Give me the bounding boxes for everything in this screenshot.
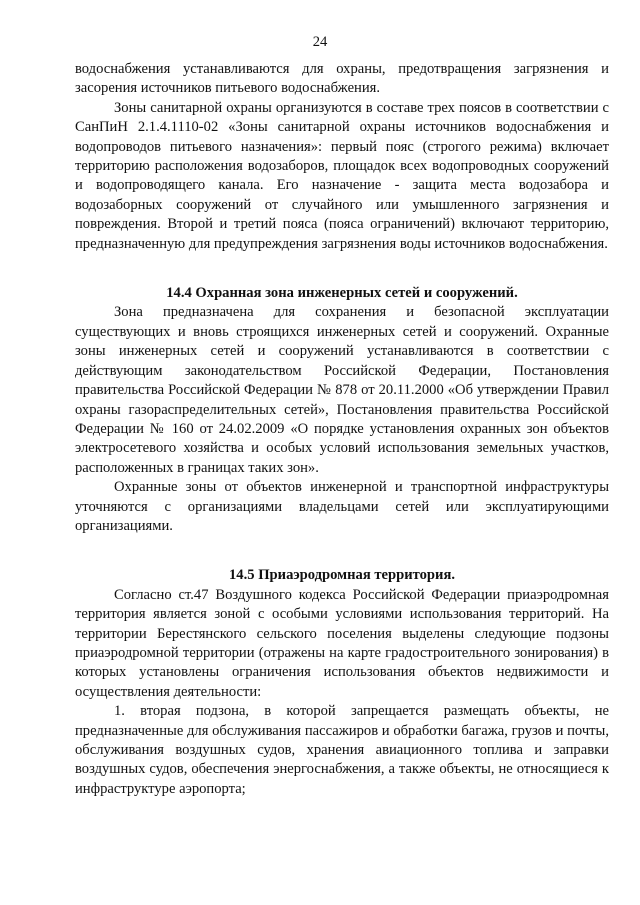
paragraph-engineering-zones-clarification: Охранные зоны от объектов инженерной и транспортной инфраструктуры уточняются с организациями владельцами сетей или эксплуатирующими организациями. — [75, 479, 609, 534]
paragraph-water-supply-continued: водоснабжения устанавливаются для охраны, предотвращения загрязнения и засорения источников питьевого водоснабжения. — [75, 61, 609, 97]
paragraph-sanitary-zones: Зоны санитарной охраны организуются в составе трех поясов в соответствии с СанПиН 2.1.4.1110-02 «Зоны санитарной охраны источников водоснабжения и водопроводов питьевого назначения»: первый пояс (строгого режима) включает территорию расположения водозаборов, площадок всех водопроводных сооружений и водопроводящего канала. Его назначение - защита места водозабора и водозаборных сооружений от случайного или умышленного загрязнения и повреждения. Второй и третий пояса (пояса ограничений) включают территорию, предназначенную для предупреждения загрязнения воды источников водоснабжения. — [75, 99, 609, 252]
page-number: 24 — [312, 34, 328, 50]
page-content — [75, 60, 609, 799]
paragraph-engineering-zones: Зона предназначена для сохранения и безопасной эксплуатации существующих и вновь строящихся инженерных сетей и сооружений. Охранные зоны инженерных сетей и сооружений устанавливаются в соответствии с действующим законодательством Российской Федерации, Постановления правительства Российской Федерации № 878 от 20.11.2000 «Об утверждении Правил охраны газораспределительных сетей», Постановления правительства Российской Федерации № 160 от 24.02.2009 «О порядке установления охранных зон объектов электросетевого хозяйства и особых условий использования земельных участков, расположенных в границах таких зон». — [75, 304, 609, 476]
section-heading-14-4: 14.4 Охранная зона инженерных сетей и сооружений. — [166, 285, 518, 302]
paragraph-airfield-territory: Согласно ст.47 Воздушного кодекса Российской Федерации приаэродромная территория является зоной с особыми условиями использования территорий. На территории Берестянского сельского поселения выделены следующие подзоны приаэродромной территории (отражены на карте градостроительного зонирования) в которых установлены ограничения использования объектов недвижимости и осуществления деятельности: — [75, 586, 609, 700]
list-item-second-subzone: 1. вторая подзона, в которой запрещается размещать объекты, не предназначенные для обслуживания пассажиров и обработки багажа, грузов и почты, обслуживания воздушных судов, хранения авиационного топлива и заправки воздушных судов, обеспечения энергоснабжения, а также объекты, не относящиеся к инфраструктуре аэропорта; — [75, 703, 609, 797]
section-heading-14-5: 14.5 Приаэродромная территория. — [229, 567, 455, 584]
